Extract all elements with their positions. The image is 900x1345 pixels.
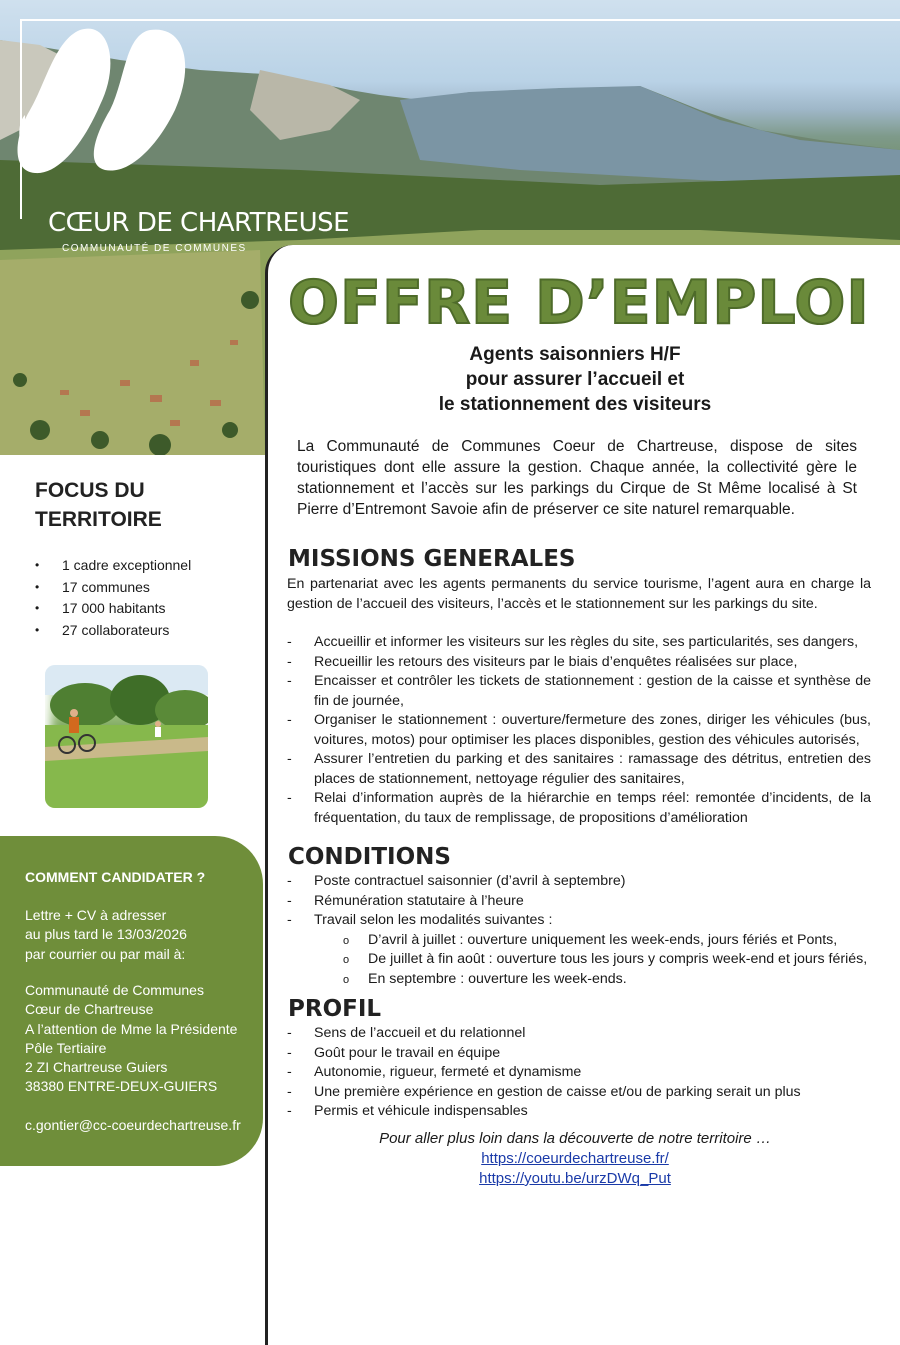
condition-subitem: o En septembre : ouverture les week-ends.	[343, 970, 871, 990]
focus-list	[35, 555, 191, 641]
apply-heading: COMMENT CANDIDATER ?	[25, 869, 206, 885]
closing-text: Pour aller plus loin dans la découverte de notre territoire …	[379, 1130, 771, 1147]
profil-section	[287, 1024, 871, 1122]
profil-item: - Une première expérience en gestion de caisse et/ou de parking serait un plus	[287, 1083, 871, 1103]
focus-title-line: TERRITOIRE	[35, 508, 162, 531]
conditions-sublist	[287, 931, 871, 990]
conditions-section	[287, 872, 871, 989]
mission-item: - Organiser le stationnement : ouverture/fermeture des zones, diriger les véhicules (bus, voitures, motos) pour optimiser les places disponibles, gestion des véhicules autorisés,	[287, 711, 871, 750]
how-to-apply-box	[0, 836, 263, 1166]
conditions-heading: CONDITIONS	[288, 844, 451, 870]
focus-item: • 17 000 habitants	[35, 598, 191, 620]
intro-paragraph: La Communauté de Communes Coeur de Chartreuse, dispose de sites touristiques dont elle assure la gestion. Chaque année, la collectivité gère le stationnement et l’accès sur les parkings du Cirque de St Même localisé à St Pierre d’Entremont Savoie afin de préserver ce site naturel remarquable.	[297, 438, 857, 518]
cyclists-illustration	[45, 665, 208, 808]
mission-item: - Assurer l’entretien du parking et des sanitaires : ramassage des détritus, entretien des places de stationnement, nettoyage régulier des sanitaires,	[287, 750, 871, 789]
condition-subitem: o D’avril à juillet : ouverture uniquement les week-ends, jours fériés et Ponts,	[343, 931, 871, 951]
apply-address	[25, 981, 237, 1097]
youtube-link[interactable]: https://youtu.be/urzDWq_Put	[479, 1170, 671, 1187]
profil-heading: PROFIL	[288, 996, 382, 1022]
address-line: A l’attention de Mme la Présidente	[25, 1020, 238, 1037]
missions-list	[287, 633, 871, 828]
subtitle-line: pour assurer l’accueil et	[465, 369, 685, 390]
condition-item: - Travail selon les modalités suivantes :	[287, 911, 871, 931]
mission-item: - Accueillir et informer les visiteurs sur les règles du site, ses particularités, ses dangers,	[287, 633, 871, 653]
profil-item: - Goût pour le travail en équipe	[287, 1044, 871, 1064]
profil-item: - Sens de l’accueil et du relationnel	[287, 1024, 871, 1044]
website-link[interactable]: https://coeurdechartreuse.fr/	[481, 1150, 669, 1167]
coeur-de-chartreuse-logo-icon	[0, 0, 230, 210]
profil-item: - Permis et véhicule indispensables	[287, 1102, 871, 1122]
profil-item: - Autonomie, rigueur, fermeté et dynamisme	[287, 1063, 871, 1083]
subtitle-line: Agents saisonniers H/F	[469, 344, 681, 365]
mission-item: - Relai d’information auprès de la hiérarchie en temps réel: remontée d’incidents, de la fréquentation, du taux de remplissage, de propositions d’amélioration	[287, 789, 871, 828]
condition-item: - Poste contractuel saisonnier (d’avril à septembre)	[287, 872, 871, 892]
address-line: Pôle Tertiaire	[25, 1039, 107, 1056]
apply-line: au plus tard le 13/03/2026	[25, 926, 187, 943]
profil-list	[287, 1024, 871, 1122]
focus-item: • 17 communes	[35, 577, 191, 599]
address-line: 38380 ENTRE-DEUX-GUIERS	[25, 1078, 218, 1095]
apply-line: Lettre + CV à adresser	[25, 907, 167, 923]
focus-item: • 27 collaborateurs	[35, 620, 191, 642]
missions-lead: En partenariat avec les agents permanents du service tourisme, l’agent aura en charge la gestion de l’accueil des visiteurs, l’accès et le stationnement sur les parkings du site.	[287, 576, 871, 612]
mission-item: - Encaisser et contrôler les tickets de stationnement : gestion de la caisse et synthèse de fin de journée,	[287, 672, 871, 711]
apply-email[interactable]: c.gontier@cc-coeurdechartreuse.fr	[25, 1117, 241, 1133]
conditions-list	[287, 872, 871, 931]
mission-item: - Recueillir les retours des visiteurs par le biais d’enquêtes réalisées sur place,	[287, 653, 871, 673]
logo-name: CŒUR DE CHARTREUSE	[48, 208, 350, 238]
condition-item: - Rémunération statutaire à l’heure	[287, 892, 871, 912]
cyclists-photo	[45, 665, 208, 808]
focus-title-line: FOCUS DU	[35, 479, 145, 502]
missions-heading: MISSIONS GENERALES	[288, 546, 576, 572]
address-line: Communauté de Communes	[25, 982, 204, 998]
focus-item: • 1 cadre exceptionnel	[35, 555, 191, 577]
address-line: Cœur de Chartreuse	[25, 1001, 154, 1018]
closing-block	[290, 1129, 860, 1189]
apply-line: par courrier ou par mail à:	[25, 945, 186, 962]
missions-section	[287, 575, 871, 828]
apply-instructions	[25, 906, 187, 964]
focus-title	[35, 476, 162, 534]
condition-subitem: o De juillet à fin août : ouverture tous les jours y compris week-end et jours fériés,	[343, 950, 871, 970]
logo-subtitle: COMMUNAUTÉ DE COMMUNES	[62, 243, 247, 254]
address-line: 2 ZI Chartreuse Guiers	[25, 1059, 168, 1076]
subtitle-line: le stationnement des visiteurs	[438, 394, 712, 415]
job-subtitle	[290, 342, 860, 417]
page-title: OFFRE D’EMPLOI	[288, 268, 870, 338]
